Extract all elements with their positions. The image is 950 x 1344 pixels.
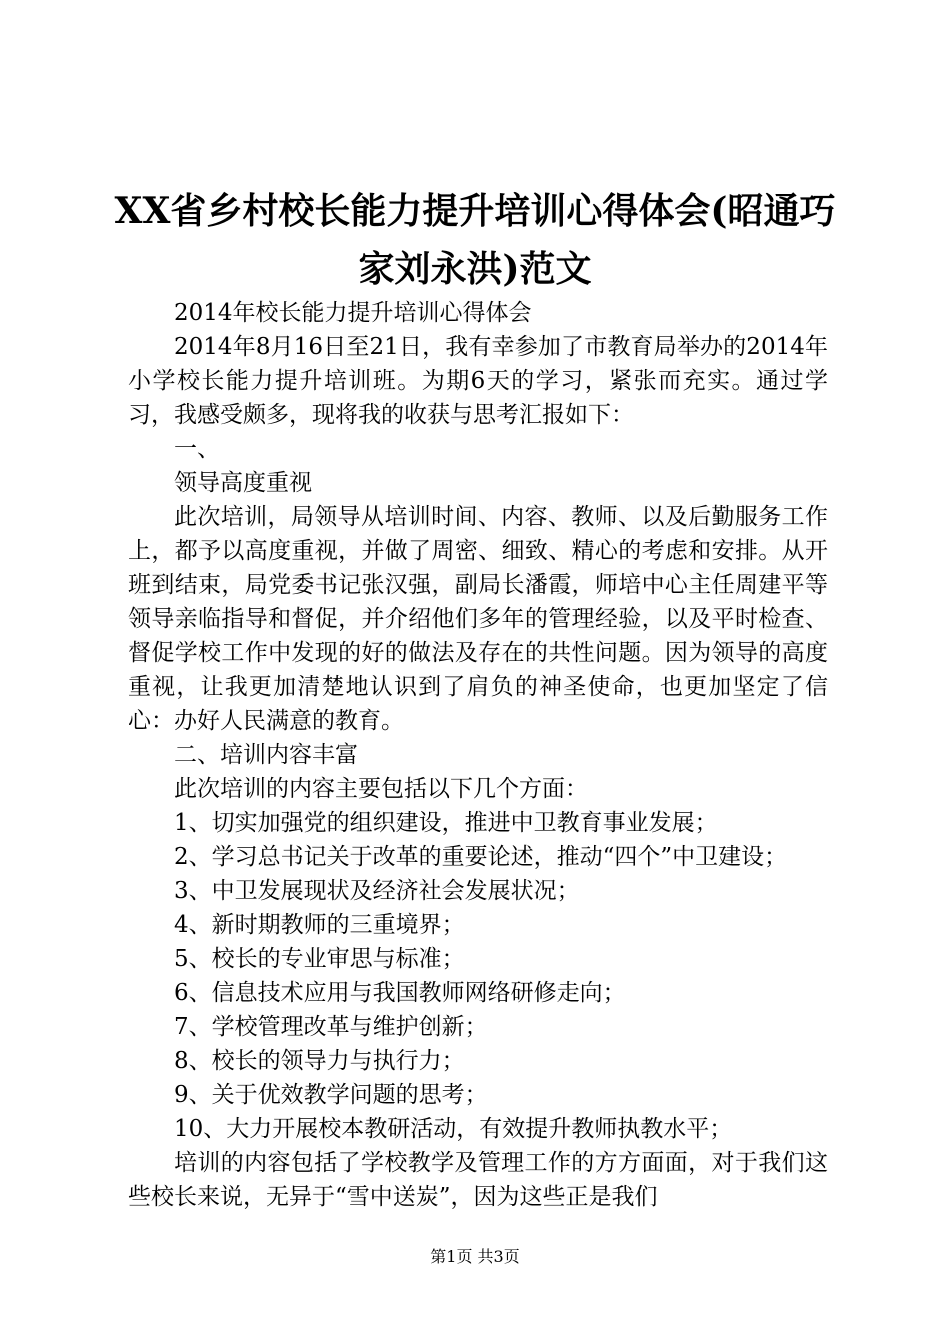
- paragraph: 此次培训，局领导从培训时间、内容、教师、以及后勤服务工作上，都予以高度重视，并做了周密、细致、精心的考虑和安排。从开班到结束，局党委书记张汉强，副局长潘霞，师培中心主任周建平等领导亲临指导和督促，并介绍他们多年的管理经验，以及平时检查、督促学校工作中发现的好的做法及存在的共性问题。因为领导的高度重视，让我更加清楚地认识到了肩负的神圣使命，也更加坚定了信心：办好人民满意的教育。: [128, 504, 828, 734]
- list-item: 3、中卫发展现状及经济社会发展状况；: [174, 878, 580, 904]
- section-heading: 领导高度重视: [174, 470, 312, 496]
- list-item: 7、学校管理改革与维护创新；: [174, 1014, 488, 1040]
- list-item: 9、关于优效教学问题的思考；: [174, 1082, 488, 1108]
- page-footer: 第1页 共3页: [430, 1247, 520, 1266]
- document-title: XX省乡村校长能力提升培训心得体会(昭通巧家刘永洪)范文: [114, 190, 836, 290]
- list-item: 8、校长的领导力与执行力；: [174, 1048, 465, 1074]
- section-heading: 二、培训内容丰富: [174, 742, 358, 768]
- paragraph: 2014年校长能力提升培训心得体会: [174, 300, 532, 326]
- list-item: 2、学习总书记关于改革的重要论述，推动“四个”中卫建设；: [174, 844, 788, 870]
- list-item: 4、新时期教师的三重境界；: [174, 912, 465, 938]
- paragraph: 此次培训的内容主要包括以下几个方面：: [174, 776, 588, 802]
- paragraph: 2014年8月16日至21日，我有幸参加了市教育局举办的2014年小学校长能力提升培训班。为期6天的学习，紧张而充实。通过学习，我感受颇多，现将我的收获与思考汇报如下：: [128, 334, 828, 428]
- paragraph: 培训的内容包括了学校教学及管理工作的方方面面，对于我们这些校长来说，无异于“雪中送炭”，因为这些正是我们: [128, 1150, 828, 1210]
- list-item: 6、信息技术应用与我国教师网络研修走向；: [174, 980, 626, 1006]
- paragraph: 一、: [174, 436, 220, 462]
- list-item: 10、大力开展校本教研活动，有效提升教师执教水平；: [174, 1116, 733, 1142]
- list-item: 1、切实加强党的组织建设，推进中卫教育事业发展；: [174, 810, 718, 836]
- list-item: 5、校长的专业审思与标准；: [174, 946, 465, 972]
- document-body: [128, 296, 828, 1214]
